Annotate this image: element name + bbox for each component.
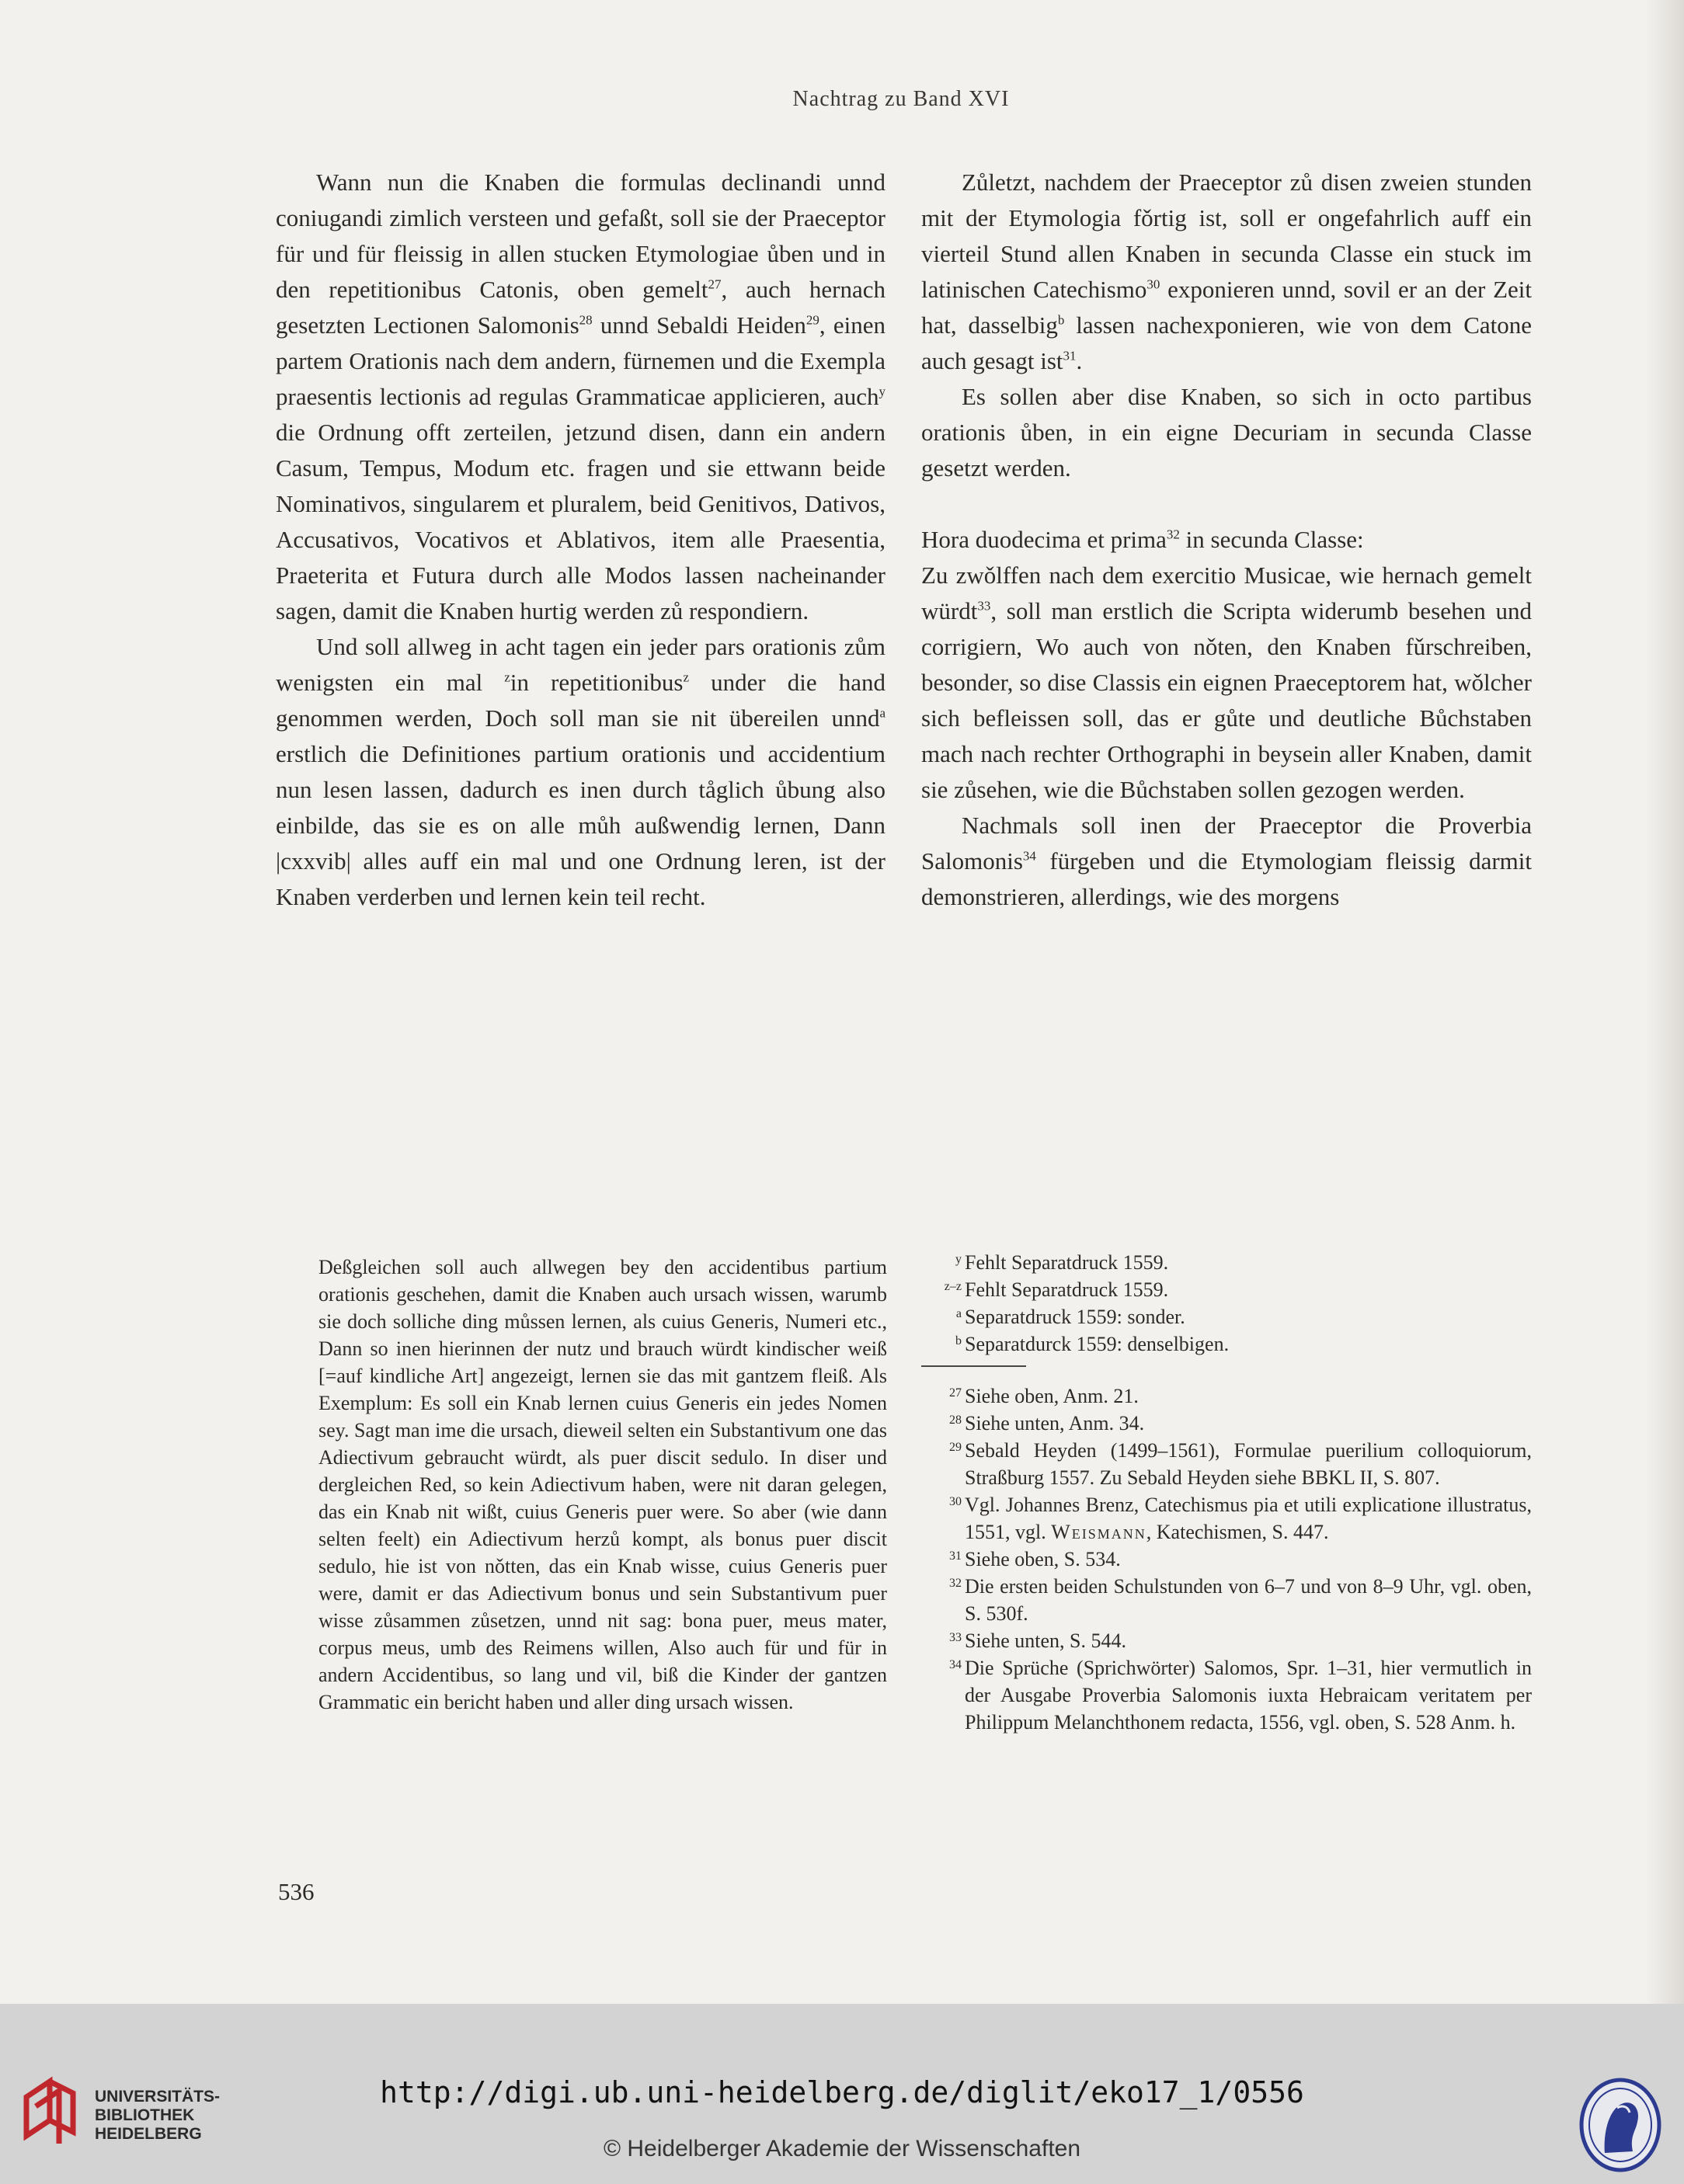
note-mark: 31 bbox=[949, 1549, 962, 1563]
note-reference: z bbox=[504, 669, 510, 685]
editorial-note: 32 Die ersten beiden Schulstunden von 6–7 und von 8–9 Uhr, vgl. oben, S. 530f. bbox=[921, 1573, 1532, 1627]
note-reference: 32 bbox=[1166, 527, 1180, 542]
apparatus bbox=[921, 1249, 1532, 1736]
note-mark: 34 bbox=[949, 1658, 962, 1671]
editorial-note: 29 Sebald Heyden (1499–1561), Formulae puerilium colloquiorum, Straßburg 1557. Zu Sebald Heyden siehe BBKL II, S. 807. bbox=[921, 1437, 1532, 1491]
editorial-notes bbox=[921, 1382, 1532, 1736]
library-name: UNIVERSITÄTS- BIBLIOTHEK HEIDELBERG bbox=[95, 2088, 221, 2143]
note-mark: 27 bbox=[949, 1386, 962, 1400]
section-heading: Hora duodecima et prima$^{32}$ in secunda Classe: bbox=[921, 526, 1364, 553]
page-edge-shadow bbox=[1645, 0, 1684, 2004]
note-mark: z–z bbox=[944, 1280, 962, 1293]
note-reference: b bbox=[1057, 312, 1065, 328]
editorial-note: 31 Siehe oben, S. 534. bbox=[921, 1546, 1532, 1573]
note-reference: 31 bbox=[1063, 348, 1077, 363]
note-reference: 28 bbox=[579, 312, 593, 328]
left-paragraph-2: Und soll allweg in acht tagen ein jeder pars orationis zům wenigsten ein mal $^z$in repetitionibus$^z$ under die hand genommen werden, Doch soll man sie nit übereilen unnd$^a$ erstlich die Definitiones partium orationis und accidentium nun lesen lassen, dadurch es inen durch tåglich ůbung also einbilde, das sie es on alle můh außwendig lernen, Dann |cxxvib| alles auff ein mal und one Ordnung leren, ist der Knaben verderben und lernen kein teil recht. bbox=[276, 633, 885, 910]
note-reference: 29 bbox=[805, 312, 819, 328]
textual-note: a Separatdruck 1559: sonder. bbox=[921, 1303, 1532, 1330]
note-reference: 34 bbox=[1022, 848, 1036, 864]
original-footnote bbox=[318, 1254, 887, 1716]
textual-note: y Fehlt Separatdruck 1559. bbox=[921, 1249, 1532, 1276]
author-name: Weismann bbox=[1051, 1521, 1146, 1543]
left-text-column bbox=[276, 165, 885, 915]
textual-notes bbox=[921, 1249, 1532, 1358]
note-reference: a bbox=[879, 705, 885, 721]
academy-seal-icon bbox=[1578, 2077, 1662, 2173]
right-paragraph-2: Es sollen aber dise Knaben, so sich in octo partibus orationis ůben, in ein eigne Decuriam in secunda Classe gesetzt werden. bbox=[921, 383, 1532, 482]
note-mark: 30 bbox=[949, 1495, 962, 1508]
original-footnote-text: Deßgleichen soll auch allwegen bey den accidentibus partium orationis geschehen, damit die Knaben auch ursach wissen, warumb sie doch solliche ding můssen lernen, als cuius Generis, Numeri etc., Dann so inen hierinnen der nutz und brauch würdt kindischer weiß [=auf kindliche Art] angezeigt, lernen sie das mit gantzem fleiß. Als Exemplum: Es soll ein Knab lernen cuius Generis ein jedes Nomen sey. Sagt man ime die ursach, dieweil selten ein Substantivum one das Adiectivum gebraucht würdt, als puer discit sedulo. In diser und dergleichen Red, so kein Adiectivum haben, were nit daran gelegen, das ein Knab nit wißt, cuius Generis puer were. So aber (wie dann selten feelt) ein Adiectivum herzů kompt, als bonus puer discit sedulo, hie ist von nǒtten, das ein Knab wisse, cuius Generis puer were, damit er das Adiectivum bonus und sein Substantivum puer wisse zůsammen zůsetzen, unnd nit sag: bona puer, meus mater, corpus meus, umb des Reimens willen, Also auch für und für in andern Accidentibus, so lang und vil, biß die Kinder der gantzen Grammatic ein bericht haben und aller ding ursach wissen. bbox=[318, 1256, 887, 1713]
note-reference: 33 bbox=[977, 598, 991, 614]
right-paragraph-3: Zu zwǒlffen nach dem exercitio Musicae, wie hernach gemelt würdt$^{33}$, soll man erstlich die Scripta widerumb besehen und corrigiern, Wo auch von nǒten, den Knaben fǔrschreiben, besonder, so dise Classis ein eignen Praeceptorem hat, wǒlcher sich befleissen soll, das er gůte und deutliche Bůchstaben mach nach rechter Orthographi in beysein aller Knaben, damit sie zůsehen, wie die Bůchstaben sollen gezogen werden. bbox=[921, 562, 1532, 803]
viewer-footer bbox=[0, 2004, 1684, 2184]
right-paragraph-4: Nachmals soll inen der Praeceptor die Proverbia Salomonis$^{34}$ fürgeben und die Etymologiam fleissig darmit demonstrieren, allerdings, wie des morgens bbox=[921, 812, 1532, 910]
note-reference: 30 bbox=[1146, 276, 1160, 292]
right-paragraph-1: Zůletzt, nachdem der Praeceptor zů disen zweien stunden mit der Etymologia fǒrtig ist, soll er ongefahrlich auff ein vierteil Stund allen Knaben in secunda Classe ein stuck im latinischen Catechismo$^{30}$ exponieren unnd, sovil er an der Zeit hat, dasselbig$^b$ lassen nachexponieren, wie von dem Catone auch gesagt ist$^{31}$. bbox=[921, 169, 1532, 374]
permalink-url[interactable]: http://digi.ub.uni-heidelberg.de/diglit/eko17_1/0556 bbox=[380, 2075, 1304, 2109]
editorial-note: 28 Siehe unten, Anm. 34. bbox=[921, 1410, 1532, 1437]
textual-note: z–z Fehlt Separatdruck 1559. bbox=[921, 1276, 1532, 1303]
running-header: Nachtrag zu Band XVI bbox=[792, 87, 1010, 111]
right-text-column bbox=[921, 165, 1532, 915]
note-mark: 32 bbox=[949, 1577, 962, 1590]
copyright-notice: © Heidelberger Akademie der Wissenschaften bbox=[603, 2136, 1081, 2161]
textual-note: b Separatdurck 1559: denselbigen. bbox=[921, 1330, 1532, 1358]
editorial-note: 34 Die Sprüche (Sprichwörter) Salomos, Spr. 1–31, hier vermutlich in der Ausgabe Proverbia Salomonis iuxta Hebraicam veritatem per Philippum Melanchthonem redacta, 1556, vgl. oben, S. 528 Anm. h. bbox=[921, 1654, 1532, 1736]
note-reference: z bbox=[683, 669, 690, 685]
editorial-note: 30 Vgl. Johannes Brenz, Catechismus pia et utili explicatione illustratus, 1551, vgl. Weismann, Katechismen, S. 447. bbox=[921, 1491, 1532, 1546]
note-mark: 29 bbox=[949, 1441, 962, 1454]
editorial-note: 33 Siehe unten, S. 544. bbox=[921, 1627, 1532, 1654]
left-paragraph-1: Wann nun die Knaben die formulas declinandi unnd coniugandi zimlich versteen und gefaßt, soll sie der Praeceptor für und für fleissig in allen stucken Etymologiae ůben und in den repetitionibus Catonis, oben gemelt$^{27}$, auch hernach gesetzten Lectionen Salomonis$^{28}$ unnd Sebaldi Heiden$^{29}$, einen partem Orationis nach dem andern, fürnemen und die Exempla praesentis lectionis ad regulas Grammaticae applicieren, auch$^y$ die Ordnung offt zerteilen, jetzund disen, dann ein andern Casum, Tempus, Modum etc. fragen und sie ettwann beide Nominativos, singularem et pluralem, beid Genitivos, Dativos, Accusativos, Vocativos et Ablativos, item alle Praesentia, Praeterita et Futura durch alle Modos lassen nacheinander sagen, damit die Knaben hurtig werden zů respondiern. bbox=[276, 169, 885, 624]
note-mark: a bbox=[955, 1307, 962, 1320]
editorial-note: 27 Siehe oben, Anm. 21. bbox=[921, 1382, 1532, 1410]
note-separator bbox=[921, 1365, 1026, 1367]
note-reference: y bbox=[879, 384, 885, 399]
page-number: 536 bbox=[278, 1878, 315, 1905]
note-mark: y bbox=[955, 1253, 962, 1266]
note-mark: 28 bbox=[949, 1414, 962, 1427]
note-reference: 27 bbox=[708, 276, 722, 292]
note-mark: 33 bbox=[949, 1631, 962, 1644]
note-mark: b bbox=[955, 1334, 962, 1348]
